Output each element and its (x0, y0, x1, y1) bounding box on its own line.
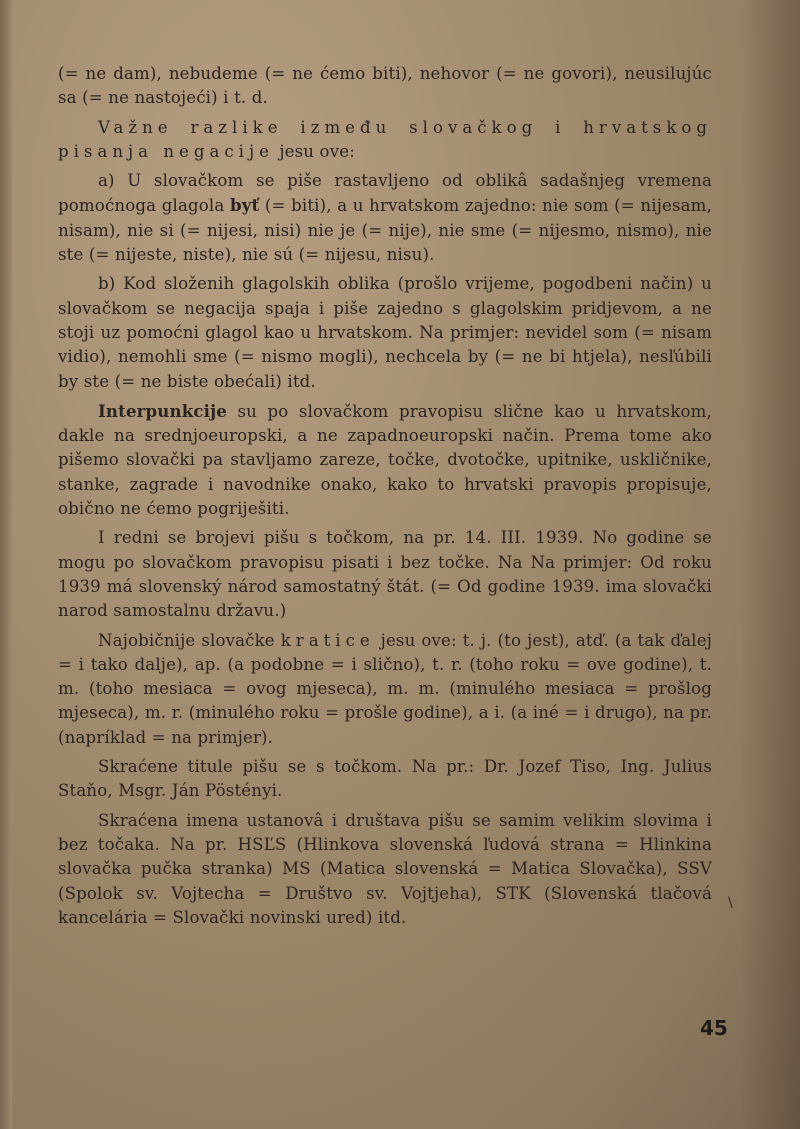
page-shadow (740, 0, 800, 1129)
paragraph-text: su po slovačkom pravopisu slične kao u hrvatskom, dakle na srednjoeuropski, a ne zapadnoeuropski način. Prema tome ako pišemo slovački pa stavljamo zareze, točke, dvotočke, upitnike, uskličnike, stanke, zagrade i navodnike onako, kako to hrvatski pravopis propisuje, obično ne ćemo pogriješiti. (58, 401, 712, 519)
stray-pencil-mark: \ (728, 895, 733, 911)
paragraph-titles (58, 755, 712, 804)
paragraph-continuation (58, 62, 712, 111)
paragraph-abbreviations (58, 629, 712, 750)
paragraph-text-tail: jesu ove: t. j. (to jest), atď. (a tak ďalej = i tako dalje), ap. (a podobne = i slično), t. r. (toho roku = ove godine), t. m. (toho mesiaca = ovog mjeseca), m. m. (minulého mesiaca = prošlog mjeseca), m. r. (minulého roku = prošle godine), a i. (a iné = i drugo), na pr. (napríklad = na primjer). (58, 630, 713, 747)
bold-term: byť (229, 195, 260, 216)
paragraph-text: a) U slovačkom se piše rastavljeno od oblikâ sadašnjeg vremena pomoćnoga glagola (58, 171, 712, 216)
paragraph-negation-heading (58, 116, 712, 165)
spaced-emphasis: Važne razlike između slovačkog i hrvatskog pisanja negacije (58, 117, 712, 161)
page-gutter (0, 0, 12, 1129)
paragraph-rule-a (58, 169, 712, 267)
paragraph-institutions (58, 809, 712, 930)
paragraph-rule-b (58, 272, 712, 393)
paragraph-text: (= ne dam), nebudeme (= ne ćemo biti), nehovor (= ne govori), neusilujúc sa (= ne nastojeći) i t. d. (58, 64, 712, 108)
page-body (58, 62, 712, 935)
paragraph-text-tail: (= biti), a u hrvatskom zajedno: nie som (= nijesam, nisam), nie si (= nijesi, nisi) nie je (= nije), nie sme (= nijesmo, nismo), nie ste (= nijeste, niste), nie sú (= nijesu, nisu). (58, 196, 712, 265)
paragraph-text: jesu ove: (273, 141, 355, 161)
paragraph-text: Najobičnije slovačke (98, 630, 281, 650)
paragraph-ordinals (58, 526, 712, 623)
paragraph-interpunction (58, 399, 712, 521)
paragraph-text: Skraćena imena ustanovâ i društava pišu se samim velikim slovima i bez točaka. Na pr. HSĽS (Hlinkova slovenská ľudová strana = Hlinkina slovačka pučka stranka) MS (Matica slovenská = Matica Slovačka), SSV (Spolok sv. Vojtecha = Društvo sv. Vojtjeha), STK (Slovenská tlačová kancelária = Slovački novinski ured) itd. (58, 810, 712, 927)
paragraph-text: b) Kod složenih glagolskih oblika (prošlo vrijeme, pogodbeni način) u slovačkom se negacija spaja i piše zajedno s glagolskim pridjevom, a ne stoji uz pomoćni glagol kao u hrvatskom. Na primjer: nevidel som (= nisam vidio), nemohli sme (= nismo mogli), nechcela by (= ne bi htjela), nesľúbili by ste (= ne biste obećali) itd. (58, 274, 712, 391)
spaced-emphasis: kratice (280, 630, 375, 650)
paragraph-text: I redni se brojevi pišu s točkom, na pr. 14. III. 1939. No godine se mogu po slovačkom pravopisu pisati i bez točke. Na Na primjer: Od roku 1939 má slovenský národ samostatný štát. (= Od godine 1939. ima slovački narod samostalnu državu.) (58, 528, 712, 621)
paragraph-text: Skraćene titule pišu se s točkom. Na pr.: Dr. Jozef Tiso, Ing. Julius Staňo, Msgr. Ján Pöstényi. (58, 757, 712, 801)
bold-term: Interpunkcije (98, 400, 227, 421)
page-number: 45 (700, 1016, 728, 1040)
